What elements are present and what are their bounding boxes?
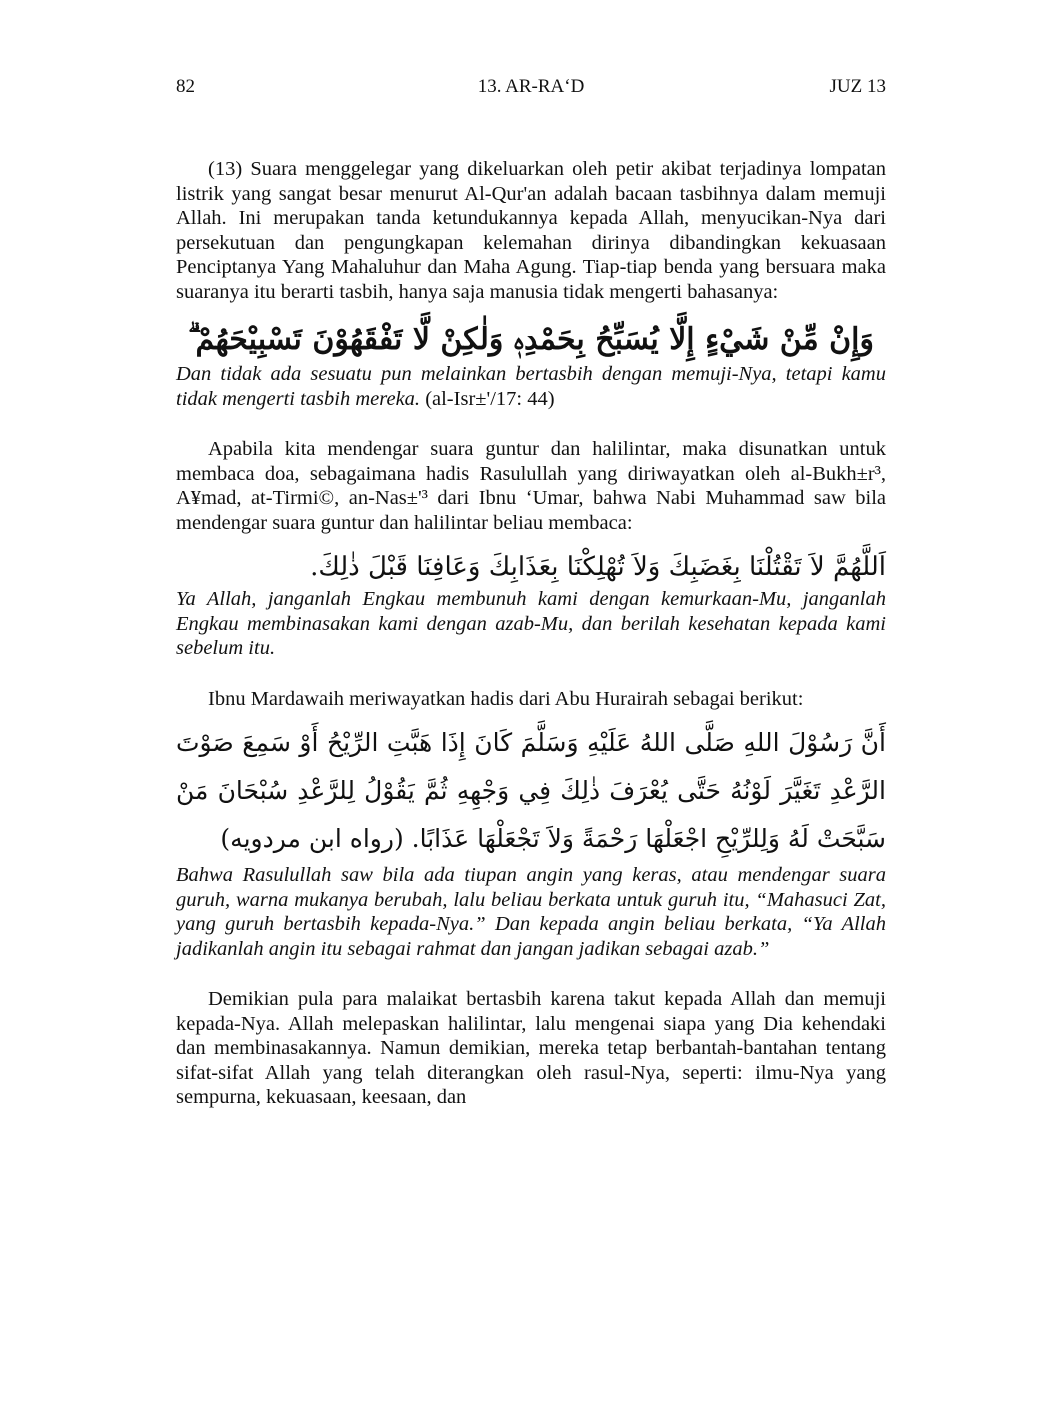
surah-title: 13. AR-RA‘D — [477, 76, 585, 97]
paragraph-hadith-intro: Ibnu Mardawaih meriwayatkan hadis dari Abu Hurairah sebagai berikut: — [208, 687, 804, 710]
arabic-prayer: اَللَّهُمَّ لاَ تَقْتُلْنَا بِغَضَبِكَ وَلاَ تُهْلِكْنَا بِعَذَابِكَ وَعَافِنَا قَبْلَ ذٰلِكَ. — [310, 552, 886, 582]
prayer-translation: Ya Allah, janganlah Engkau membunuh kami dengan kemurkaan-Mu, janganlah Engkau membinasakan kami dengan azab-Mu, dan berilah kesehatan kepada kami sebelum itu. — [176, 588, 886, 659]
page-body — [176, 157, 886, 1110]
arabic-quran-verse: وَإِنْ مِّنْ شَيْءٍ إِلَّا يُسَبِّحُ بِحَمْدِهٖ وَلٰكِنْ لَّا تَفْقَهُوْنَ تَسْبِيْحَهُمْ ۗ — [188, 322, 874, 357]
page-number: 82 — [176, 76, 195, 97]
quran-reference: (al-Isr±'/17: 44) — [425, 387, 555, 410]
paragraph-prayer-intro: Apabila kita mendengar suara guntur dan halilintar, maka disunatkan untuk membaca doa, sebagaimana hadis Rasulullah yang diriwayatkan oleh al-Bukh±r³, A¥mad, at-Tirmi©, an-Nas±'³ dari Ibnu ‘Umar, bahwa Nabi Muhammad saw bila mendengar suara guntur dan halilintar beliau membaca: — [176, 438, 886, 534]
quran-translation — [176, 362, 886, 411]
hadith-translation: Bahwa Rasulullah saw bila ada tiupan angin yang keras, atau mendengar suara guruh, warna mukanya berubah, lalu beliau berkata untuk guruh itu, “Mahasuci Zat, yang guruh bertasbih kepada-Nya.” Dan kepada angin beliau berkata, “Ya Allah jadikanlah angin itu sebagai rahmat dan jangan jadikan sebagai azab.” — [176, 864, 886, 960]
quran-translation-text: Dan tidak ada sesuatu pun melainkan bertasbih dengan memuji-Nya, tetapi kamu tidak mengerti tasbih mereka. — [176, 363, 886, 410]
arabic-hadith: أَنَّ رَسُوْلَ اللهِ صَلَّى اللهُ عَلَيْهِ وَسَلَّمَ كَانَ إِذَا هَبَّتِ الرِّيْحُ أَوْ سَمِعَ صَوْتَ الرَّعْدِ تَغَيَّرَ لَوْنُهُ حَتَّى يُعْرَفَ ذٰلِكَ فِي وَجْهِهِ ثُمَّ يَقُوْلُ لِلرَّعْدِ سُبْحَانَ مَنْ سَبَّحَتْ لَهُ وَلِلرِّيْحِ اجْعَلْهَا رَحْمَةً وَلاَ تَجْعَلْهَا عَذَابًا. (رواه ابن مردويه) — [176, 728, 886, 853]
paragraph-thunder-tasbih: (13) Suara menggelegar yang dikeluarkan oleh petir akibat terjadinya lompatan listrik yang sangat besar menurut Al-Qur'an adalah bacaan tasbihnya dalam memuji Allah. Ini merupakan tanda ketundukannya kepada Allah, menyucikan-Nya dari persekutuan dan pengungkapan kelemahan dirinya dibandingkan kekuasaan Penciptanya Yang Mahaluhur dan Maha Agung. Tiap-tiap benda yang bersuara maka suaranya itu berarti tasbih, hanya saja manusia tidak mengerti bahasanya: — [176, 158, 886, 303]
paragraph-angels: Demikian pula para malaikat bertasbih karena takut kepada Allah dan memuji kepada-Nya. Allah melepaskan halilintar, lalu mengenai siapa yang Dia kehendaki dan membinasakannya. Namun demikian, mereka tetap berbantah-bantahan tentang sifat-sifat Allah yang telah diterangkan oleh rasul-Nya, seperti: ilmu-Nya yang sempurna, kekuasaan, keesaan, dan — [176, 988, 886, 1108]
page-header — [176, 76, 886, 102]
juz-label: JUZ 13 — [829, 76, 886, 97]
